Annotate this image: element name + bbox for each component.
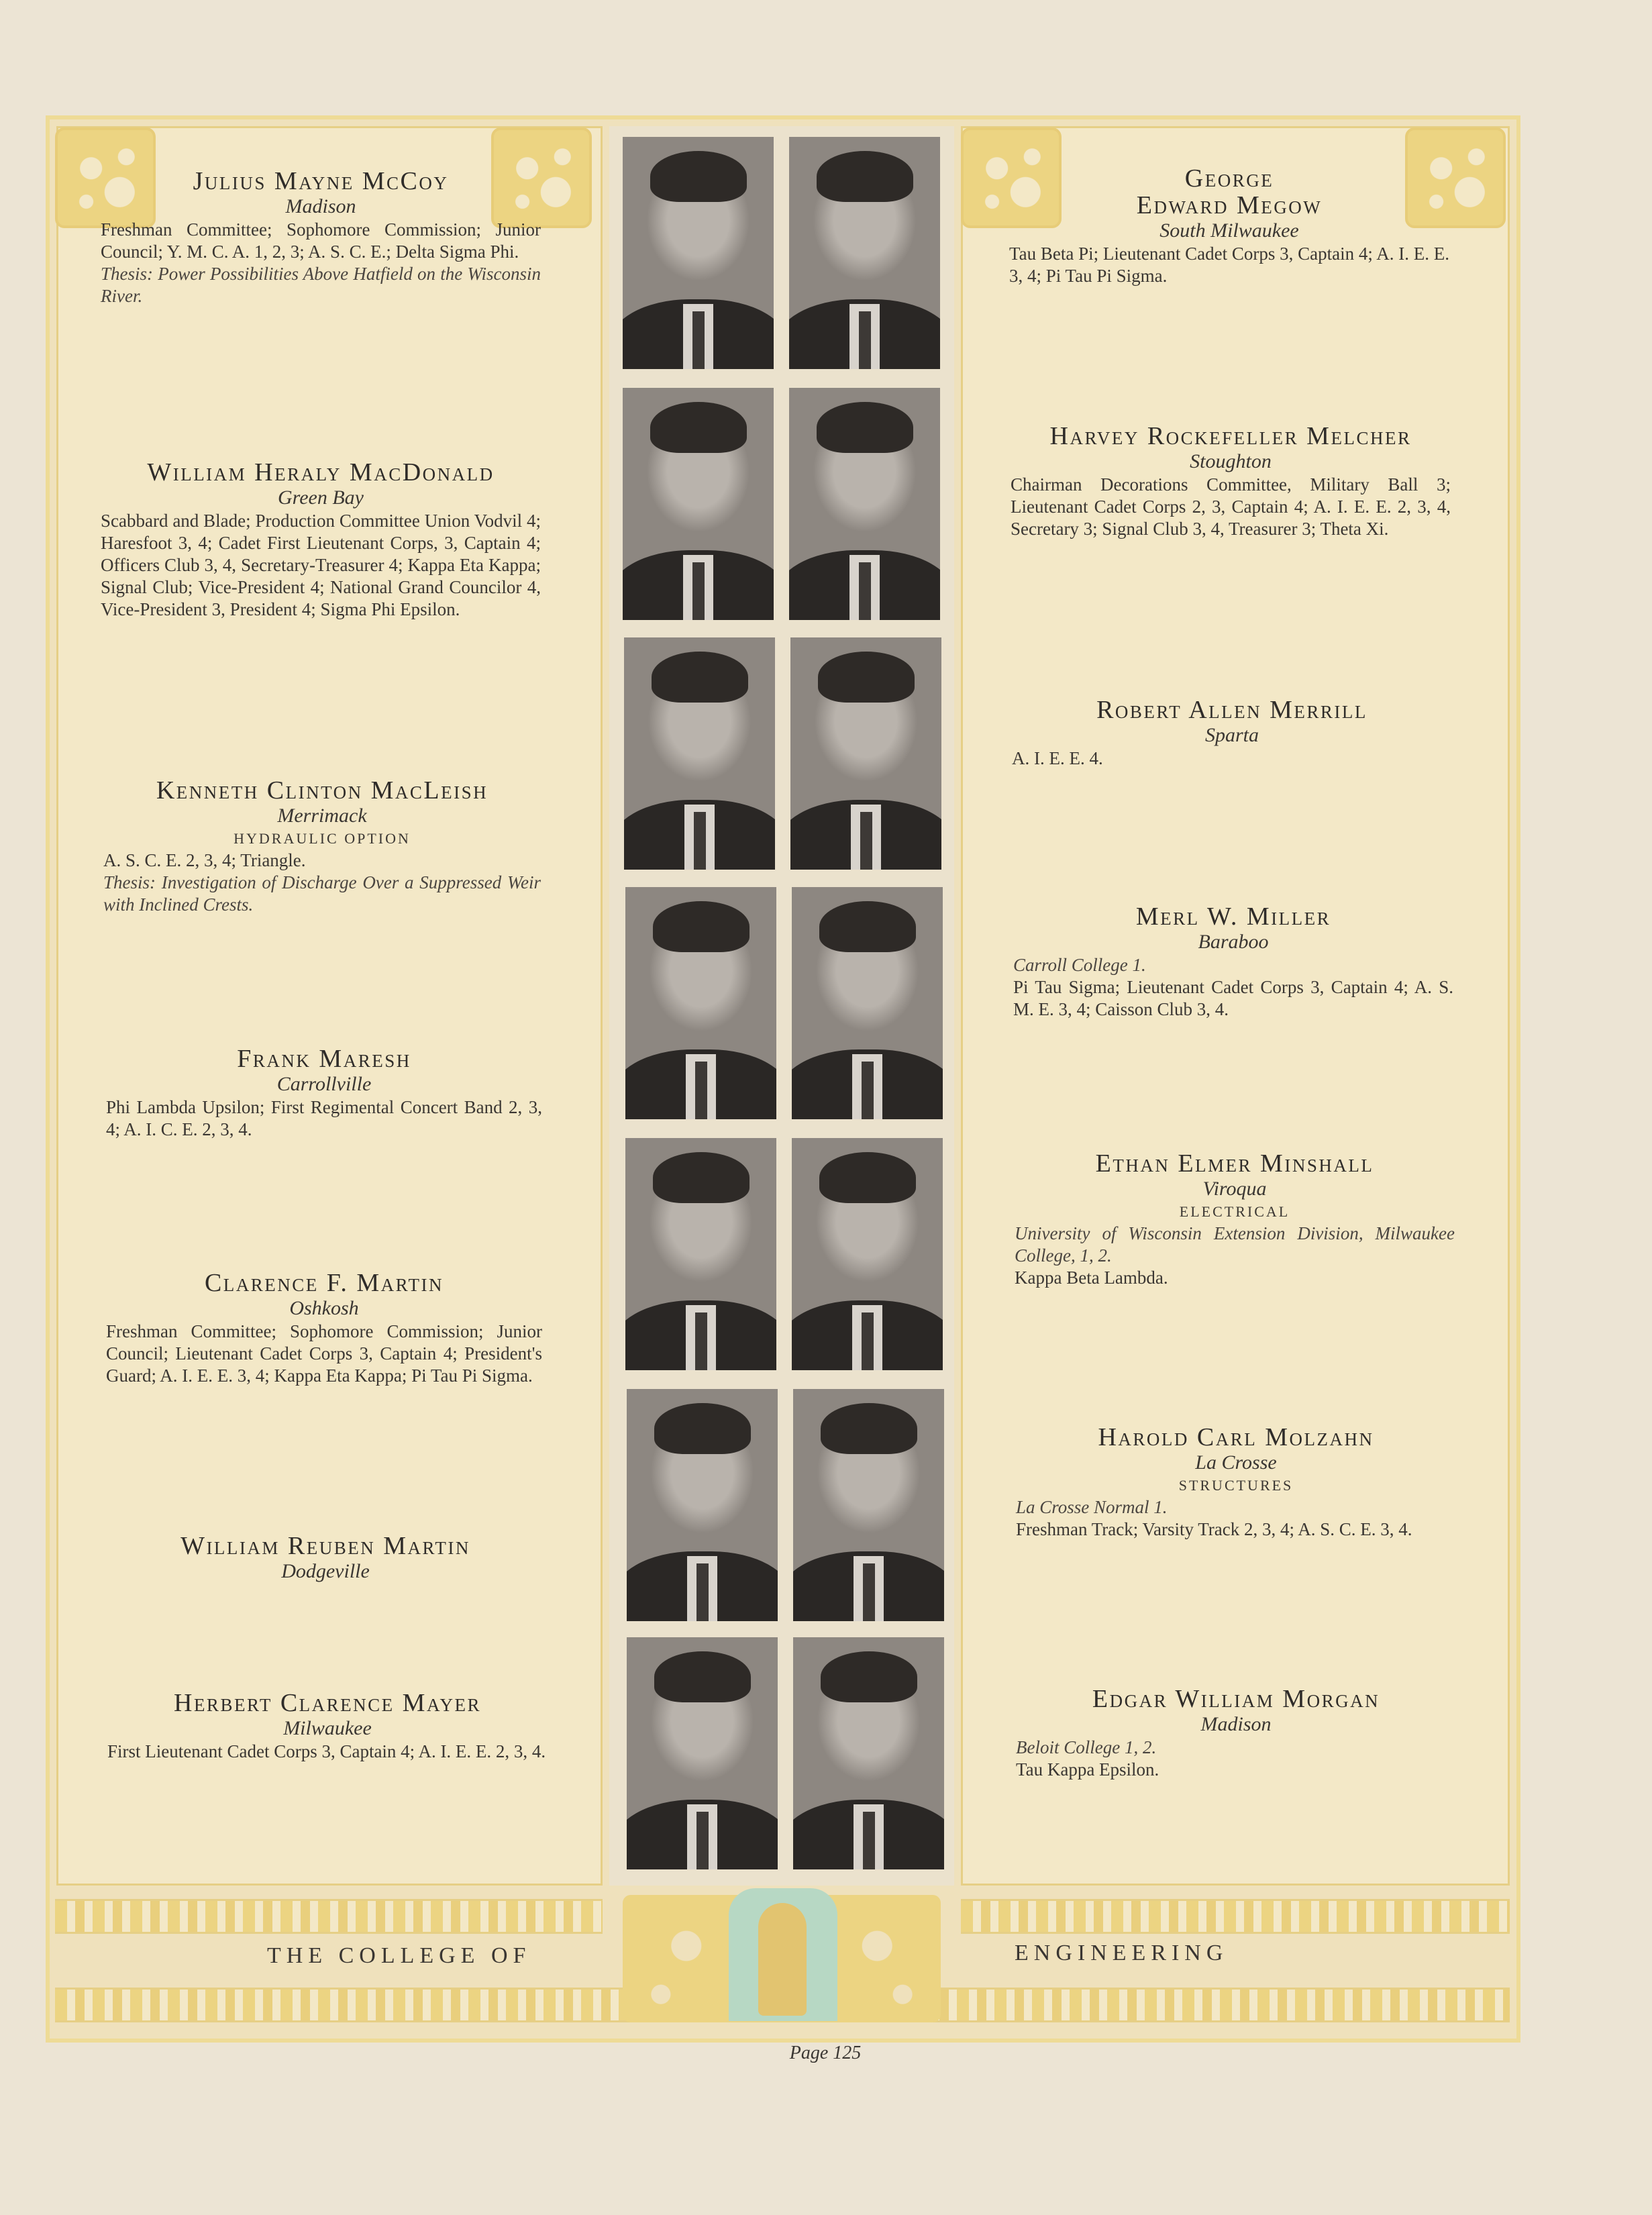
entry-activities: Freshman Committee; Sophomore Commission; Junior Council; Y. M. C. A. 1, 2, 3; A. S. C. E.; Delta Sigma Phi. [101, 219, 541, 262]
entry-julius-mayne-mccoy [101, 168, 541, 307]
entry-town: Milwaukee [283, 1717, 372, 1739]
entry-activities: Phi Lambda Upsilon; First Regimental Concert Band 2, 3, 4; A. I. C. E. 2, 3, 4. [106, 1097, 542, 1139]
entry-name: Merl W. Miller [1135, 903, 1331, 931]
entry-town: Oshkosh [289, 1297, 359, 1319]
entry-activities: Freshman Track; Varsity Track 2, 3, 4; A. S. C. E. 3, 4. [1016, 1519, 1412, 1539]
entry-prior-education: La Crosse Normal 1. [1016, 1497, 1168, 1517]
entry-option: HYDRAULIC OPTION [234, 830, 411, 847]
portrait-george-edward-megow [789, 137, 940, 369]
entry-robert-allen-merrill [1012, 697, 1452, 770]
entry-activities: A. S. C. E. 2, 3, 4; Triangle. [103, 850, 306, 870]
entry-prior-education: Beloit College 1, 2. [1016, 1737, 1157, 1757]
entry-herbert-clarence-mayer [107, 1690, 548, 1763]
entry-town: South Milwaukee [1159, 219, 1299, 242]
entry-activities: Freshman Committee; Sophomore Commission; Junior Council; Lieutenant Cadet Corps 3, Captain 4; President's Guard; A. I. E. E. 3, 4; Kappa Eta Kappa; Pi Tau Pi Sigma. [106, 1321, 542, 1386]
footer-right-text: ENGINEERING [1015, 1941, 1229, 1965]
entry-activities: Tau Kappa Epsilon. [1016, 1759, 1159, 1780]
entry-activities: Kappa Beta Lambda. [1015, 1268, 1168, 1288]
statue-icon [758, 1903, 807, 2016]
portrait-julius-mayne-mccoy [623, 137, 774, 369]
entry-option: ELECTRICAL [1179, 1203, 1290, 1220]
entry-merl-w-miller [1013, 903, 1453, 1021]
ornament-band-upper-right [961, 1899, 1510, 1934]
portrait-ethan-elmer-minshall [792, 1138, 943, 1370]
left-text-panel [56, 126, 603, 1886]
entry-prior-education: University of Wisconsin Extension Division, Milwaukee College, 1, 2. [1015, 1223, 1455, 1266]
entry-ethan-elmer-minshall [1015, 1150, 1455, 1289]
entry-thesis: Thesis: Investigation of Discharge Over a Suppressed Weir with Inclined Crests. [103, 872, 541, 915]
footer-left-text: THE COLLEGE OF [267, 1943, 531, 1968]
entry-prior-education: Carroll College 1. [1013, 955, 1146, 975]
entry-name: William Reuben Martin [180, 1532, 470, 1560]
entry-frank-maresh [106, 1045, 542, 1141]
entry-name: Harvey Rockefeller Melcher [1049, 422, 1412, 450]
portrait-kenneth-clinton-macleish [624, 637, 775, 870]
entry-town: Viroqua [1202, 1178, 1267, 1200]
entry-edgar-william-morgan [1016, 1686, 1456, 1781]
entry-activities: First Lieutenant Cadet Corps 3, Captain 4; A. I. E. E. 2, 3, 4. [107, 1741, 546, 1761]
entry-name-line1: George [1184, 164, 1274, 193]
entry-name: Herbert Clarence Mayer [174, 1689, 481, 1717]
entry-name-line2: Edward Megow [1136, 191, 1323, 219]
portrait-frank-maresh [625, 887, 776, 1119]
portrait-herbert-clarence-mayer [627, 1637, 778, 1869]
entry-town: Madison [285, 195, 356, 217]
portrait-robert-allen-merrill [790, 637, 941, 870]
entry-name: Kenneth Clinton MacLeish [156, 776, 488, 805]
portrait-william-heraly-macdonald [623, 388, 774, 620]
entry-name: Frank Maresh [237, 1045, 411, 1073]
entry-town: Merrimack [277, 805, 367, 827]
ornament-band-upper-left [55, 1899, 603, 1934]
entry-thesis: Thesis: Power Possibilities Above Hatfield on the Wisconsin River. [101, 264, 541, 306]
portrait-harvey-rockefeller-melcher [789, 388, 940, 620]
entry-name: Edgar William Morgan [1092, 1685, 1380, 1713]
entry-william-reuben-martin [107, 1533, 544, 1584]
entry-kenneth-clinton-macleish [103, 777, 541, 916]
entry-town: Baraboo [1198, 931, 1269, 953]
entry-name: Ethan Elmer Minshall [1095, 1149, 1374, 1178]
entry-harvey-rockefeller-melcher [1011, 423, 1451, 540]
entry-activities: Pi Tau Sigma; Lieutenant Cadet Corps 3, Captain 4; A. S. M. E. 3, 4; Caisson Club 3, 4. [1013, 977, 1453, 1019]
entry-name: Julius Mayne McCoy [193, 167, 449, 195]
entry-harold-carl-molzahn [1016, 1424, 1456, 1541]
entry-activities: Scabbard and Blade; Production Committee Union Vodvil 4; Haresfoot 3, 4; Cadet First Lieutenant Corps, 3, Captain 4; Officers Club 3, 4, Secretary-Treasurer 4; Kappa Eta Kappa; Signal Club; Vice-President 4; National Grand Councilor 4, Vice-President 3, President 4; Sigma Phi Epsilon. [101, 511, 541, 619]
entry-name: Clarence F. Martin [204, 1269, 444, 1297]
portrait-edgar-william-morgan [793, 1637, 944, 1869]
portrait-merl-w-miller [792, 887, 943, 1119]
entry-town: La Crosse [1195, 1451, 1277, 1474]
entry-william-heraly-macdonald [101, 459, 541, 621]
entry-activities: Tau Beta Pi; Lieutenant Cadet Corps 3, Captain 4; A. I. E. E. 3, 4; Pi Tau Pi Sigma. [1009, 244, 1449, 286]
portrait-clarence-f-martin [625, 1138, 776, 1370]
entry-clarence-f-martin [106, 1270, 542, 1387]
page-number: Page 125 [789, 2043, 862, 2063]
entry-town: Carrollville [276, 1073, 372, 1095]
entry-name: Robert Allen Merrill [1096, 696, 1367, 724]
entry-option: STRUCTURES [1178, 1477, 1294, 1494]
entry-town: Green Bay [278, 486, 364, 509]
entry-name: William Heraly MacDonald [147, 458, 495, 486]
portrait-william-reuben-martin [627, 1389, 778, 1621]
portrait-harold-carl-molzahn [793, 1389, 944, 1621]
entry-town: Stoughton [1190, 450, 1272, 472]
entry-town: Dodgeville [281, 1560, 370, 1582]
entry-name: Harold Carl Molzahn [1098, 1423, 1374, 1451]
entry-town: Madison [1200, 1713, 1272, 1735]
entry-george-edward-megow [1009, 165, 1449, 287]
entry-activities: Chairman Decorations Committee, Military Ball 3; Lieutenant Cadet Corps 2, 3, Captain 4; A. I. E. E. 2, 3, 4, Secretary 3; Signal Club 3, 4, Treasurer 3; Theta Xi. [1011, 474, 1451, 539]
entry-town: Sparta [1204, 724, 1259, 746]
entry-activities: A. I. E. E. 4. [1012, 748, 1103, 768]
